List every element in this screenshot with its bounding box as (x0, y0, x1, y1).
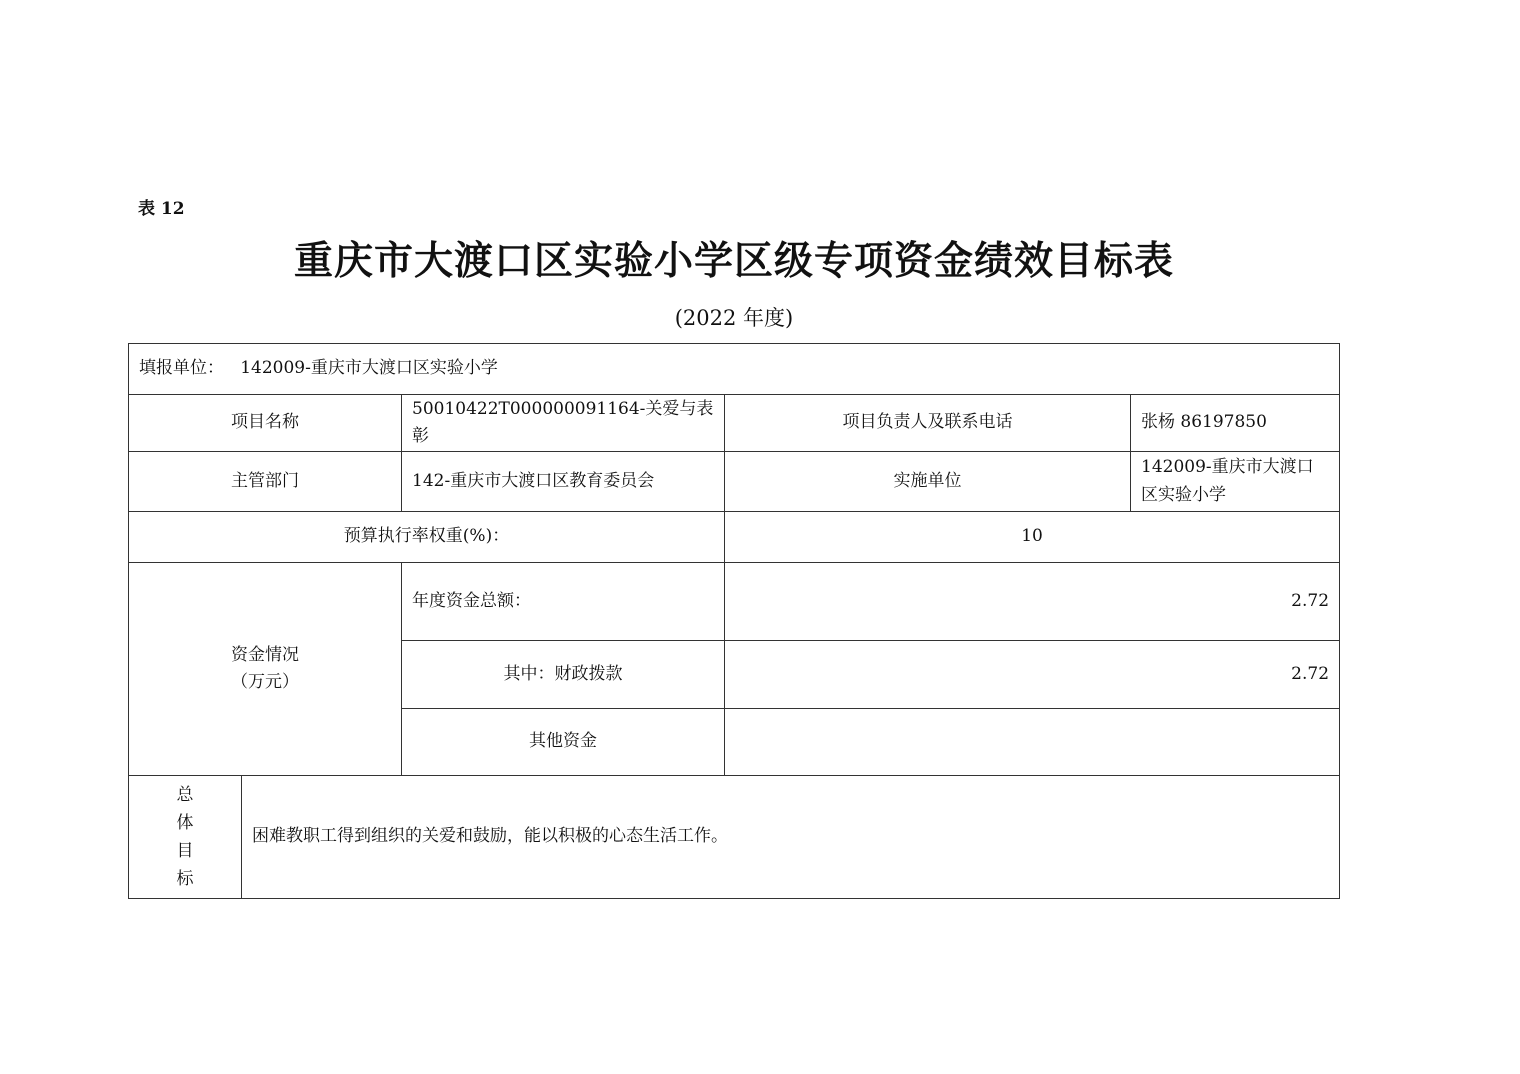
budget-weight-value: 10 (725, 512, 1340, 563)
impl-unit-value: 142009-重庆市大渡口区实验小学 (1131, 452, 1340, 512)
dept-value: 142-重庆市大渡口区教育委员会 (402, 452, 725, 512)
budget-weight-row (129, 512, 1340, 563)
reporting-unit-cell (129, 344, 1340, 395)
other-funds-label: 其他资金 (402, 709, 725, 776)
funds-label-line2: （万元） (231, 672, 299, 692)
fiscal-label: 其中：财政拨款 (402, 641, 725, 709)
dept-label: 主管部门 (129, 452, 402, 512)
project-name-label: 项目名称 (129, 395, 402, 452)
annual-total-row (129, 563, 1340, 641)
overall-goal-row (129, 776, 1340, 899)
project-row (129, 395, 1340, 452)
funds-label-line1: 资金情况 (231, 644, 299, 665)
contact-value: 张杨 86197850 (1131, 395, 1340, 452)
overall-goal-label (129, 776, 242, 899)
performance-goal-table (128, 343, 1340, 899)
project-name-value: 50010422T000000091164-关爱与表彰 (402, 395, 725, 452)
table-number: 表 12 (138, 199, 185, 219)
impl-unit-label: 实施单位 (725, 452, 1131, 512)
document-title: 重庆市大渡口区实验小学区级专项资金绩效目标表 (293, 239, 1174, 284)
contact-label: 项目负责人及联系电话 (725, 395, 1131, 452)
annual-total-label: 年度资金总额： (402, 563, 725, 641)
goal-label-char: 总 (176, 785, 194, 805)
fiscal-value: 2.72 (725, 641, 1340, 709)
goal-label-char: 目 (176, 841, 194, 861)
other-funds-value (725, 709, 1340, 776)
funds-label (129, 563, 402, 776)
reporting-unit-value: 142009-重庆市大渡口区实验小学 (240, 358, 498, 379)
document-year: (2022 年度) (674, 306, 794, 330)
reporting-unit-row (129, 344, 1340, 395)
department-row (129, 452, 1340, 512)
overall-goal-value: 困难教职工得到组织的关爱和鼓励，能以积极的心态生活工作。 (242, 776, 1340, 899)
goal-label-char: 体 (176, 813, 194, 833)
goal-label-char: 标 (176, 869, 194, 889)
budget-weight-label: 预算执行率权重(%)： (129, 512, 725, 563)
reporting-unit-label: 填报单位： (139, 358, 224, 379)
annual-total-value: 2.72 (725, 563, 1340, 641)
